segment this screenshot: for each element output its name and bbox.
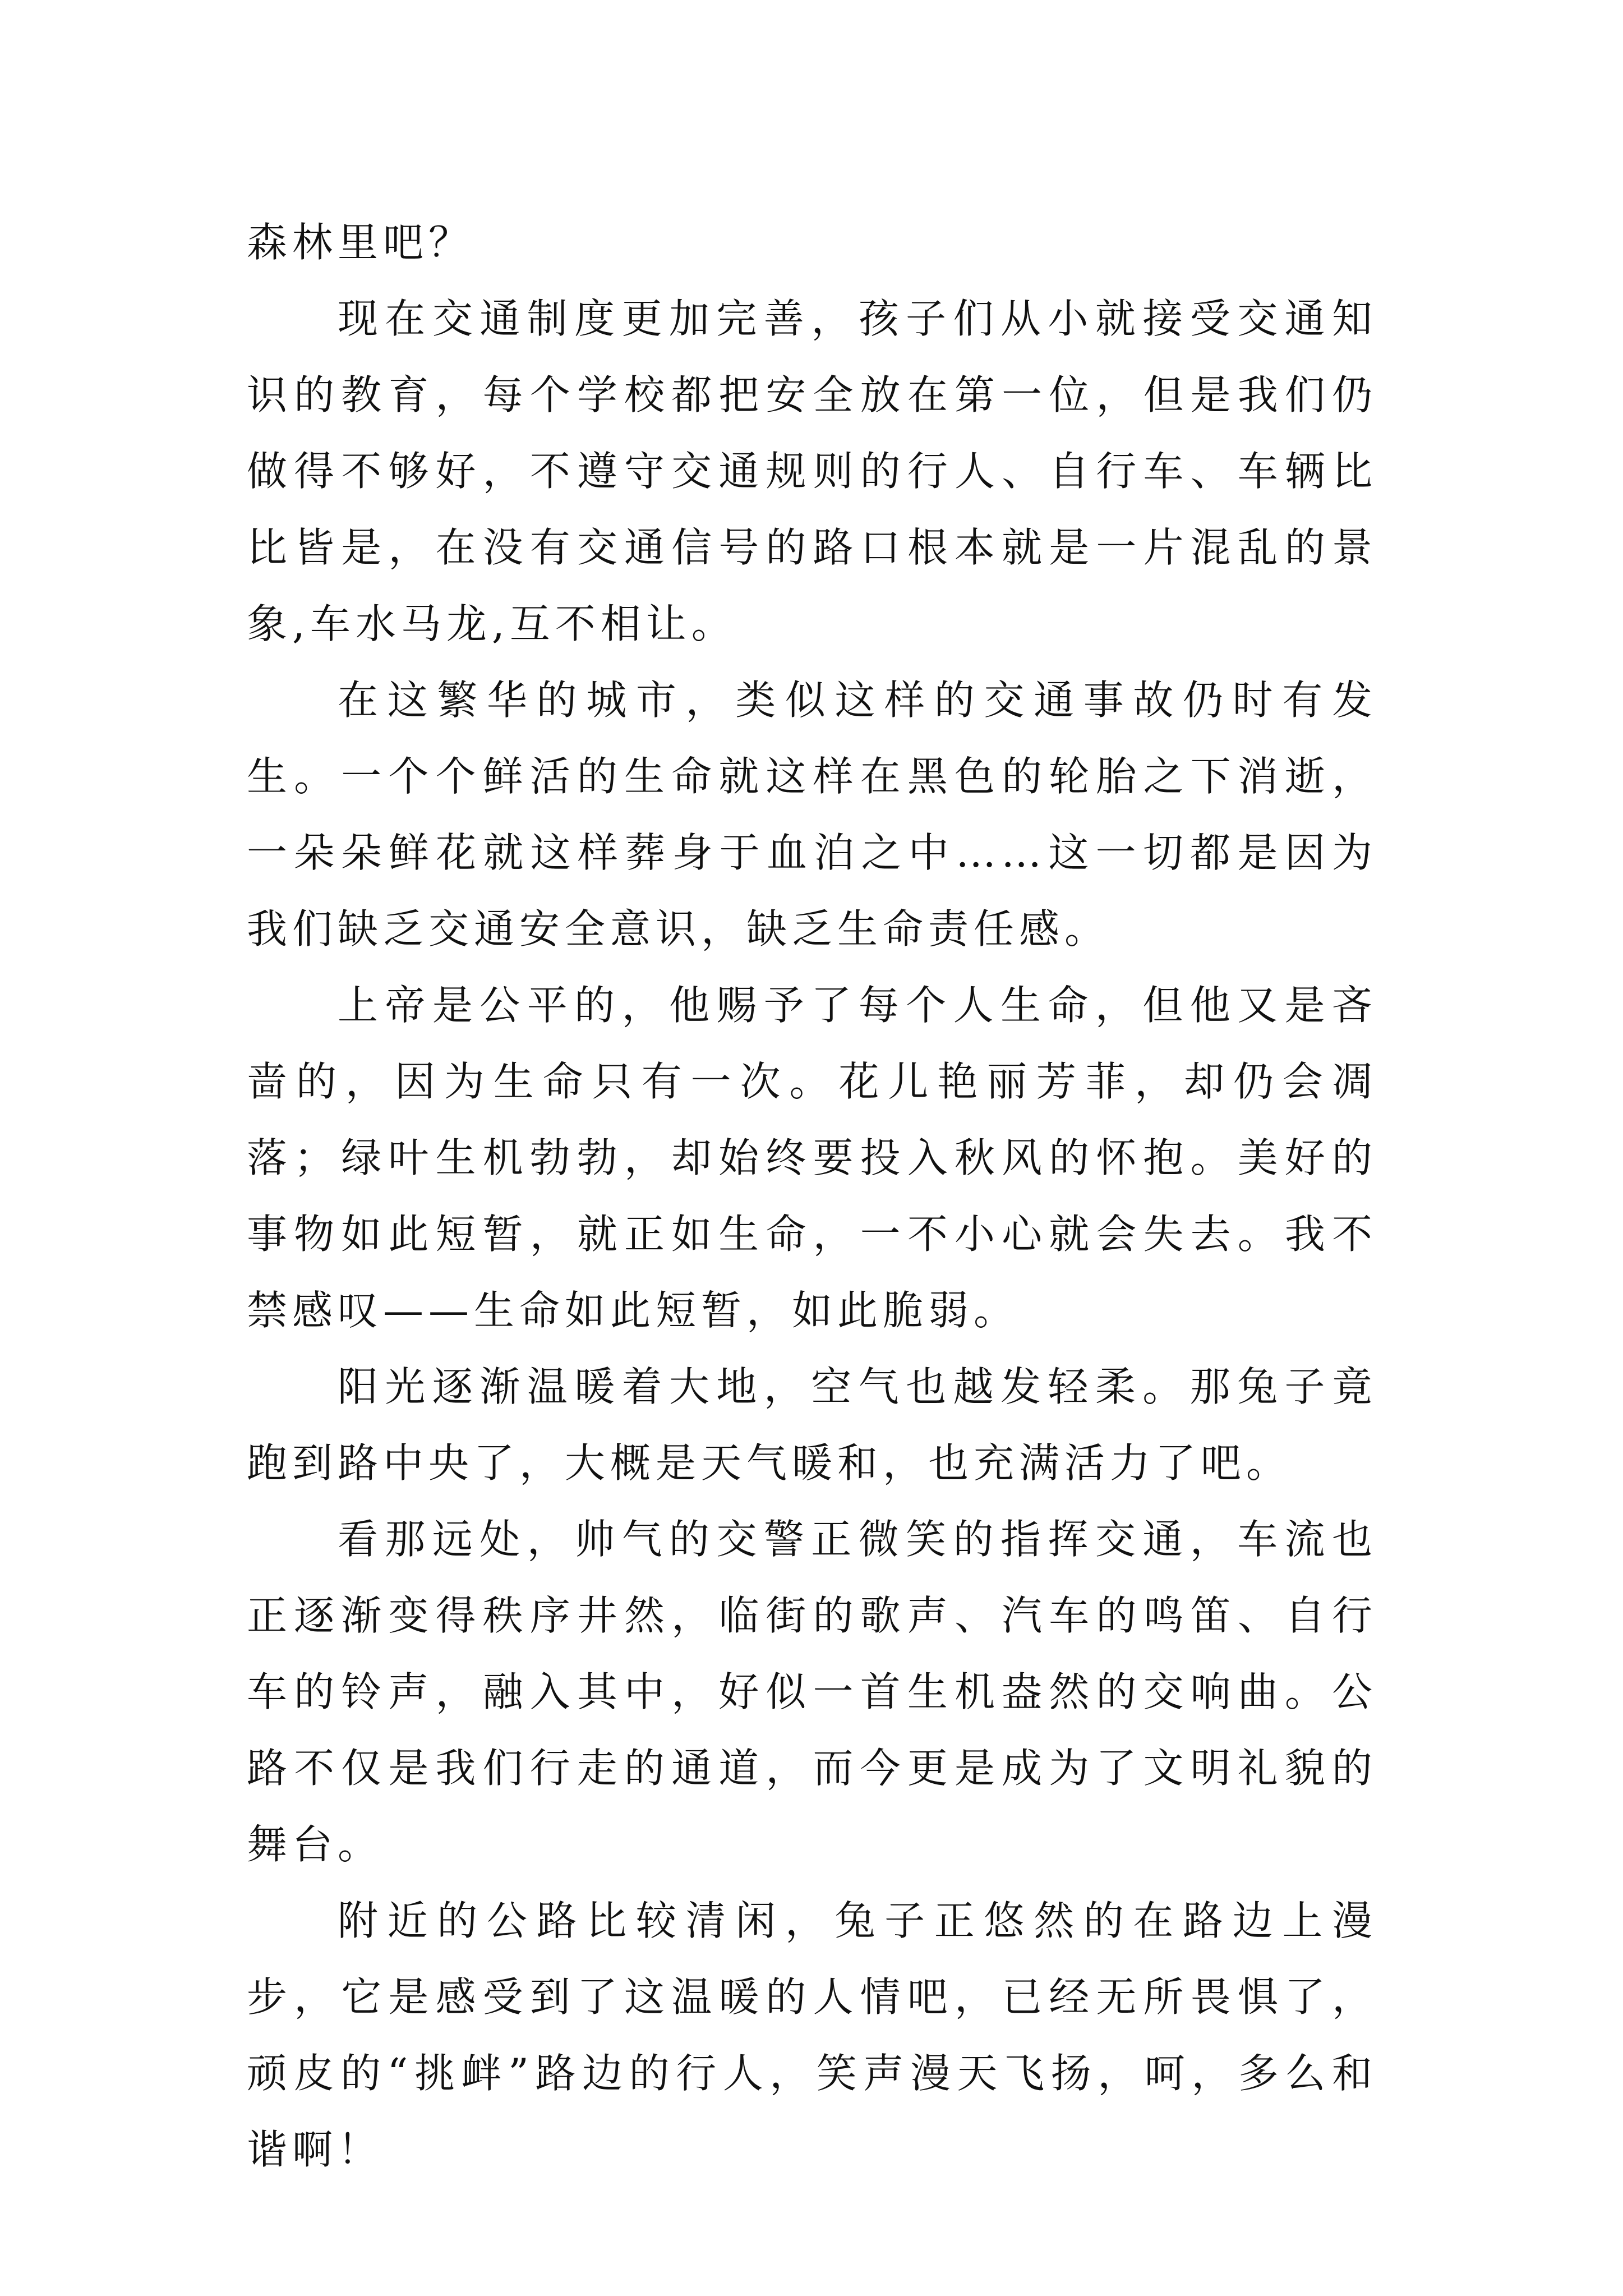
paragraph-traffic-police: 看那远处，帅气的交警正微笑的指挥交通，车流也正逐渐变得秩序井然，临街的歌声、汽车的鸣笛、自行车的铃声，融入其中，好似一首生机盎然的交响曲。公路不仅是我们行走的通道，而今更是成为了文明礼貌的舞台。 [247,1516,1377,1868]
paragraph-sunshine-rabbit: 阳光逐渐温暖着大地，空气也越发轻柔。那兔子竟跑到路中央了，大概是天气暖和，也充满活力了吧。 [247,1363,1377,1487]
paragraph-traffic-accidents: 在这繁华的城市，类似这样的交通事故仍时有发生。一个个鲜活的生命就这样在黑色的轮胎之下消逝，一朵朵鲜花就这样葬身于血泊之中……这一切都是因为我们缺乏交通安全意识，缺乏生命责任感。 [247,677,1377,953]
paragraph-harmony: 附近的公路比较清闲，兔子正悠然的在路边上漫步，它是感受到了这温暖的人情吧，已经无所畏惧了，顽皮的“挑衅”路边的行人，笑声漫天飞扬，呵，多么和谐啊！ [247,1897,1377,2173]
paragraph-traffic-system: 现在交通制度更加完善，孩子们从小就接受交通知识的教育，每个学校都把安全放在第一位，但是我们仍做得不够好，不遵守交通规则的行人、自行车、车辆比比皆是，在没有交通信号的路口根本就是一片混乱的景象,车水马龙,互不相让。 [247,295,1377,647]
document-body [247,204,1377,2188]
paragraph-continuation: 森林里吧？ [247,219,474,266]
paragraph-fragile-life: 上帝是公平的，他赐予了每个人生命，但他又是吝啬的，因为生命只有一次。花儿艳丽芳菲，却仍会凋落；绿叶生机勃勃，却始终要投入秋风的怀抱。美好的事物如此短暂，就正如生命，一不小心就会失去。我不禁感叹——生命如此短暂，如此脆弱。 [247,982,1377,1334]
